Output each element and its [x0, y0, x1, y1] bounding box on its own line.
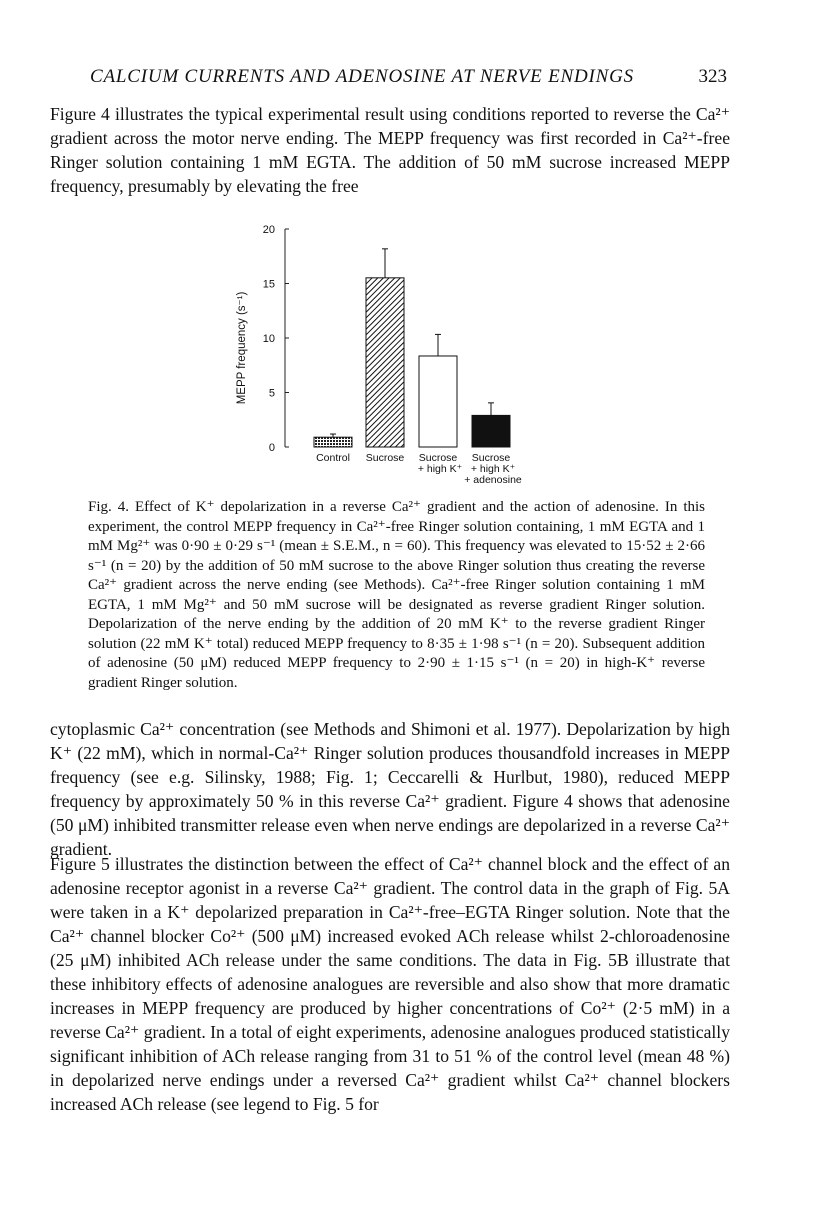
- y-tick-label: 15: [262, 278, 275, 291]
- y-tick-label: 0: [268, 442, 275, 454]
- paragraph-1-text: Figure 4 illustrates the typical experimental result using conditions reported to reverse the Ca²⁺ gradient across the motor nerve ending. The MEPP frequency was first recorded in Ca²⁺-free Ringer solution containing 1 mM EGTA. The addition of 50 mM sucrose increased MEPP frequency, presumably by elevating the free: [50, 104, 730, 196]
- running-title: CALCIUM CURRENTS AND ADENOSINE AT NERVE ENDINGS: [90, 66, 634, 87]
- paragraph-3-text: Figure 5 illustrates the distinction between the effect of Ca²⁺ channel block and the effect of an adenosine receptor agonist in a reverse Ca²⁺ gradient. The control data in the graph of Fig. 5A were taken in a K⁺ depolarized preparation in Ca²⁺-free–EGTA Ringer solution. Note that the Ca²⁺ channel blocker Co²⁺ (500 μM) increased evoked ACh release whilst 2-chloroadenosine (25 μM) inhibited ACh release under the same conditions. The data in Fig. 5B illustrate that these inhibitory effects of adenosine analogues are reversible and also show that more dramatic increases in MEPP frequency are produced by higher concentrations of Co²⁺ (2·5 mM) in a reverse Ca²⁺ gradient. In a total of eight experiments, adenosine analogues produced statistically significant inhibition of ACh release ranging from 31 to 51 % of the control level (mean 48 %) in depolarized nerve endings under a reversed Ca²⁺ gradient whilst Ca²⁺ channel blockers increased ACh release (see legend to Fig. 5 for: [50, 854, 730, 1114]
- y-tick-label: 5: [268, 387, 275, 400]
- bar: [419, 356, 457, 447]
- x-category-label: Control: [316, 452, 350, 464]
- y-tick-label: 10: [262, 333, 275, 345]
- page-header: [90, 66, 727, 92]
- bar: [366, 278, 404, 447]
- bar-chart: [225, 215, 565, 485]
- figure-caption-text: Fig. 4. Effect of K⁺ depolarization in a reverse Ca²⁺ gradient and the action of adenosine. In this experiment, the control MEPP frequency in Ca²⁺-free Ringer solution containing, 1 mM EGTA and 1 mM Mg²⁺ was 0·90 ± 0·29 s⁻¹ (mean ± S.E.M., n = 60). This frequency was elevated to 15·52 ± 2·66 s⁻¹ (n = 20) by the addition of 50 mM sucrose to the above Ringer solution thus creating the reverse Ca²⁺ gradient across the nerve ending (see Methods). Ca²⁺-free Ringer solution containing 1 mM EGTA, 1 mM Mg²⁺ and 50 mM sucrose will be designated as reverse gradient Ringer solution. Depolarization of the nerve ending by the addition of 20 mM K⁺ to the reverse gradient Ringer solution (22 mM K⁺ total) reduced MEPP frequency to 8·35 ± 1·98 s⁻¹ (n = 20). Subsequent addition of adenosine (50 μM) reduced MEPP frequency to 2·90 ± 1·15 s⁻¹ (n = 20) in high-K⁺ reverse gradient Ringer solution.: [88, 499, 705, 691]
- paragraph-2-text: cytoplasmic Ca²⁺ concentration (see Methods and Shimoni et al. 1977). Depolarization by high K⁺ (22 mM), which in normal-Ca²⁺ Ringer solution produces thousandfold increases in MEPP frequency (see e.g. Silinsky, 1988; Fig. 1; Ceccarelli & Hurlbut, 1980), reduced MEPP frequency by approximately 50 % in this reverse Ca²⁺ gradient. Figure 4 shows that adenosine (50 μM) inhibited transmitter release even when nerve endings are depolarized in a reverse Ca²⁺ gradient.: [50, 719, 730, 859]
- page-number: 323: [698, 66, 727, 87]
- x-category-label: Sucrose: [418, 452, 458, 464]
- x-category-label: + high K⁺: [470, 463, 516, 475]
- y-tick-label: 20: [262, 224, 275, 236]
- bar: [314, 437, 352, 447]
- paragraph-2: [50, 717, 730, 861]
- paragraph-1: [50, 102, 730, 198]
- bar: [472, 415, 510, 447]
- x-category-label: + high K⁺: [417, 463, 463, 475]
- x-category-label: Sucrose: [471, 452, 511, 464]
- x-category-label: + adenosine: [464, 474, 522, 485]
- paragraph-3: [50, 852, 730, 1116]
- figure-4-chart: [225, 215, 565, 485]
- x-category-label: Sucrose: [365, 452, 405, 464]
- figure-caption: [88, 498, 705, 693]
- y-axis-title: MEPP frequency (s⁻¹): [236, 291, 248, 405]
